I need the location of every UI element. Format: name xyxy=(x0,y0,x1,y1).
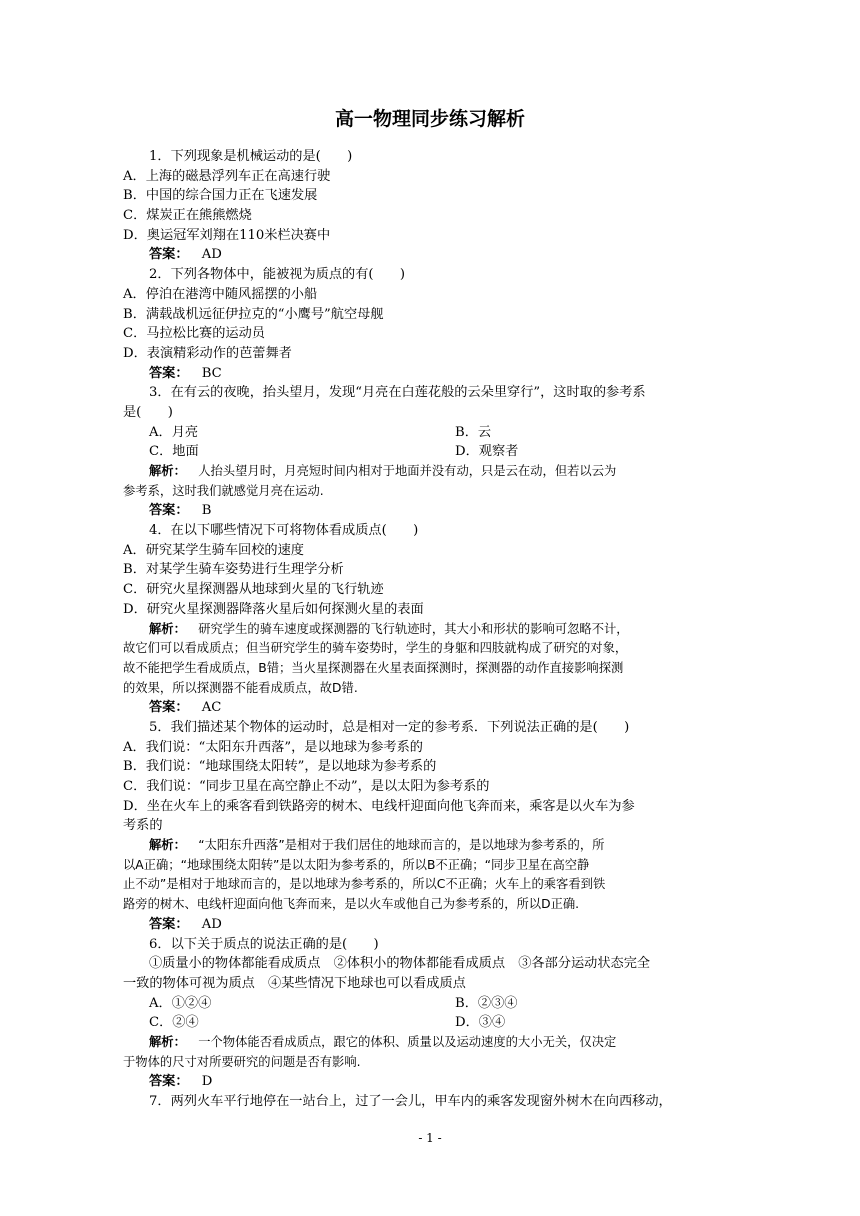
q6-explanation-cont: 于物体的尺寸对所要研究的问题是否有影响. xyxy=(123,1054,361,1069)
q4-answer xyxy=(123,698,743,718)
q3-stem: 3．在有云的夜晚，抬头望月，发现“月亮在白莲花般的云朵里穿行”，这时取的参考系 xyxy=(149,385,646,401)
q2-stem: 2．下列各物体中，能被视为质点的有( ) xyxy=(149,267,406,283)
q4-explanation xyxy=(123,620,743,640)
q5-explanation xyxy=(123,836,743,856)
answer-label: 答案： xyxy=(149,700,189,716)
q3-options-row-1 xyxy=(123,423,743,443)
q1-option-d: D．奥运冠军刘翔在110米栏决赛中 xyxy=(123,227,331,243)
q1-answer xyxy=(123,245,743,265)
q4-option-c: C．研究火星探测器从地球到火星的飞行轨迹 xyxy=(123,582,384,598)
q1-option-a: A．上海的磁悬浮列车正在高速行驶 xyxy=(123,168,331,184)
q3-stem-cont: 是( ) xyxy=(123,404,173,420)
q5-option-d-cont: 考系的 xyxy=(123,818,163,834)
q2-option-c: C．马拉松比赛的运动员 xyxy=(123,326,265,342)
q6-option-b: B．②③④ xyxy=(455,995,518,1011)
q3-option-d: D．观察者 xyxy=(455,444,519,460)
page-title: 高一物理同步练习解析 xyxy=(334,108,525,130)
q4-option-d: D．研究火星探测器降落火星后如何探测火星的表面 xyxy=(123,601,424,617)
answer-label: 答案： xyxy=(149,247,189,263)
explanation-label: 解析： xyxy=(149,1034,186,1049)
q3-option-a: A．月亮 xyxy=(149,424,199,440)
q6-explanation xyxy=(123,1033,743,1053)
q5-option-b: B．我们说：“地球围绕太阳转”，是以地球为参考系的 xyxy=(123,759,437,775)
answer-value: AD xyxy=(201,916,222,932)
q1-option-c: C．煤炭正在熊熊燃烧 xyxy=(123,208,252,224)
q6-option-a: A．①②④ xyxy=(149,995,212,1011)
q7-stem: 7．两列火车平行地停在一站台上，过了一会儿，甲车内的乘客发现窗外树木在向西移动， xyxy=(149,1094,672,1109)
answer-value: AD xyxy=(201,247,222,263)
q5-explanation-cont: 以A正确；“地球围绕太阳转”是以太阳为参考系的，所以B不正确；“同步卫星在高空静 xyxy=(123,857,590,872)
explanation-text: 人抬头望月时，月亮短时间内相对于地面并没有动，只是云在动，但若以云为 xyxy=(198,464,617,478)
q3-answer xyxy=(123,501,743,521)
q6-option-c: C．②④ xyxy=(149,1015,199,1031)
explanation-text: 研究学生的骑车速度或探测器的飞行轨迹时，其大小和形状的影响可忽略不计， xyxy=(198,621,629,636)
q5-explanation-cont: 止不动”是相对于地球而言的，是以地球为参考系的，所以C不正确；火车上的乘客看到铁 xyxy=(123,877,606,892)
q6-statements-cont: 一致的物体可视为质点 ④某些情况下地球也可以看成质点 xyxy=(123,975,466,991)
answer-label: 答案： xyxy=(149,916,189,932)
answer-label: 答案： xyxy=(149,365,189,381)
answer-label: 答案： xyxy=(149,1074,189,1090)
answer-value: AC xyxy=(201,700,222,716)
q2-option-b: B．满载战机远征伊拉克的“小鹰号”航空母舰 xyxy=(123,306,384,322)
explanation-label: 解析： xyxy=(149,838,186,853)
q2-option-d: D．表演精彩动作的芭蕾舞者 xyxy=(123,345,292,361)
answer-value: D xyxy=(201,1074,213,1090)
q2-answer xyxy=(123,364,743,384)
q4-option-a: A．研究某学生骑车回校的速度 xyxy=(123,542,304,558)
q6-options-row-1 xyxy=(123,994,743,1014)
page-number: - 1 - xyxy=(418,1131,442,1145)
answer-value: B xyxy=(201,503,212,519)
explanation-text: 一个物体能否看成质点，跟它的体积、质量以及运动速度的大小无关，仅决定 xyxy=(198,1034,617,1049)
explanation-text: “太阳东升西落”是相对于我们居住的地球而言的，是以地球为参考系的，所 xyxy=(198,838,605,853)
answer-label: 答案： xyxy=(149,503,189,519)
q5-option-d: D．坐在火车上的乘客看到铁路旁的树木、电线杆迎面向他飞奔而来，乘客是以火车为参 xyxy=(123,798,635,814)
q5-stem: 5．我们描述某个物体的运动时，总是相对一定的参考系．下列说法正确的是( ) xyxy=(149,719,630,735)
q3-options-row-2 xyxy=(123,442,743,462)
q3-explanation xyxy=(123,462,743,482)
q1-option-b: B．中国的综合国力正在飞速发展 xyxy=(123,188,318,204)
q5-option-a: A．我们说：“太阳东升西落”，是以地球为参考系的 xyxy=(123,739,423,755)
q2-option-a: A．停泊在港湾中随风摇摆的小船 xyxy=(123,286,318,302)
q1-stem: 1．下列现象是机械运动的是( ) xyxy=(149,149,353,164)
q4-explanation-cont: 的效果，所以探测器不能看成质点，故D错. xyxy=(123,680,358,695)
answer-value: BC xyxy=(201,365,222,381)
q6-statements: ①质量小的物体都能看成质点 ②体积小的物体都能看成质点 ③各部分运动状态完全 xyxy=(149,956,651,972)
q4-explanation-cont: 故它们可以看成质点；但当研究学生的骑车姿势时，学生的身躯和四肢就构成了研究的对象， xyxy=(123,641,628,656)
q6-options-row-2 xyxy=(123,1013,743,1033)
q3-explanation-cont: 参考系，这时我们就感觉月亮在运动. xyxy=(123,483,324,498)
q5-answer xyxy=(123,915,743,935)
explanation-label: 解析： xyxy=(149,621,186,636)
q6-option-d: D．③④ xyxy=(455,1015,506,1031)
q3-option-b: B．云 xyxy=(455,424,492,440)
q5-option-c: C．我们说：“同步卫星在高空静止不动”，是以太阳为参考系的 xyxy=(123,779,490,794)
q6-answer xyxy=(123,1072,743,1092)
q4-stem: 4．在以下哪些情况下可将物体看成质点( ) xyxy=(149,523,419,539)
q4-option-b: B．对某学生骑车姿势进行生理学分析 xyxy=(123,562,344,578)
q3-option-c: C．地面 xyxy=(149,444,199,460)
document-body xyxy=(123,147,743,1112)
q5-explanation-cont: 路旁的树木、电线杆迎面向他飞奔而来，是以火车或他自己为参考系的，所以D正确. xyxy=(123,897,580,912)
explanation-label: 解析： xyxy=(149,464,186,478)
q4-explanation-cont: 故不能把学生看成质点，B错；当火星探测器在火星表面探测时，探测器的动作直接影响探测 xyxy=(123,660,624,675)
q6-stem: 6．以下关于质点的说法正确的是( ) xyxy=(149,936,379,952)
